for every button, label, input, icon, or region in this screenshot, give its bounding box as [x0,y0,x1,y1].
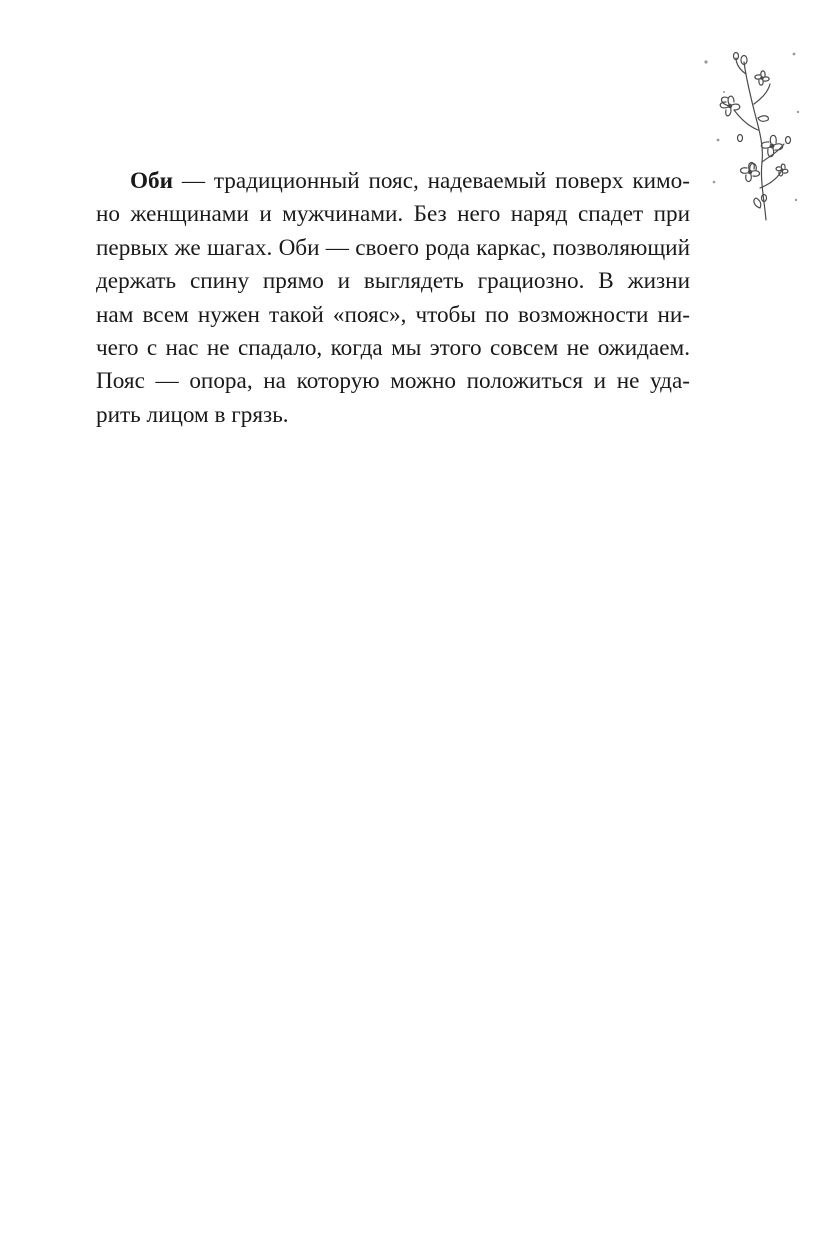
paragraph-line-1-text: — традиционный пояс, надеваемый поверх кимо- [173,168,690,194]
cherry-blossom-branch-icon [700,48,804,226]
paragraph-line-3: первых же шагах. Оби — своего рода каркас, позволяющий [96,234,690,261]
paragraph-line-5: нам всем нужен такой «пояс», чтобы по возможности ни- [96,301,690,328]
paragraph-line-7: Пояс — опора, на которую можно положиться и не уда- [96,368,690,395]
term-obi: Оби [130,168,173,194]
paragraph-line-6: чего с нас не спадало, когда мы этого совсем не ожидаем. [96,334,690,361]
body-paragraph [96,165,690,432]
paragraph-line-4: держать спину прямо и выглядеть грациозно. В жизни [96,268,690,295]
paragraph-line-1 [96,165,690,198]
paragraph-line-8: рить лицом в грязь. [96,401,289,428]
paragraph-line-2: но женщинами и мужчинами. Без него наряд спадет при [96,201,690,228]
